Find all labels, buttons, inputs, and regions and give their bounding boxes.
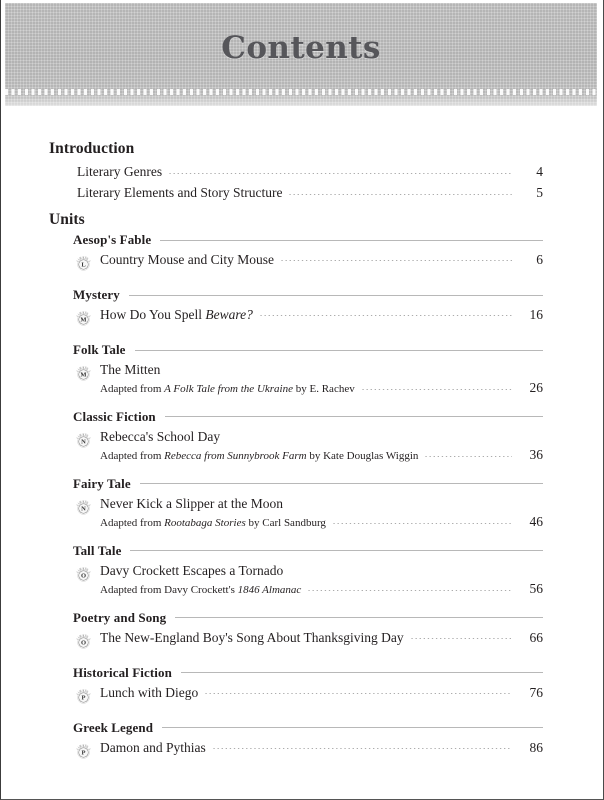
introduction-entry-list <box>49 161 543 203</box>
svg-text:M: M <box>80 316 87 324</box>
unit-entry-title: Davy Crockett Escapes a Tornado <box>100 562 284 578</box>
level-badge-cell <box>73 362 100 384</box>
level-badge-cell <box>73 429 100 451</box>
toc-entry-row[interactable] <box>77 161 543 182</box>
genre-heading <box>73 720 543 736</box>
unit-entry-body <box>100 630 543 646</box>
unit-entry-page-number: 56 <box>529 580 543 596</box>
level-badge-o <box>73 564 94 585</box>
dot-leader <box>307 590 512 591</box>
introduction-heading: Introduction <box>49 140 135 157</box>
unit-entry-subtitle: Adapted from Davy Crockett's 1846 Almanac <box>100 583 302 596</box>
svg-text:LEVEL: LEVEL <box>76 310 91 317</box>
genre-heading <box>73 409 543 425</box>
genre-rule-line <box>160 240 543 241</box>
unit-entry[interactable] <box>73 682 543 707</box>
genre-rule-line <box>140 483 543 484</box>
level-badge-n <box>73 430 94 451</box>
genre-block <box>73 543 543 597</box>
unit-entry-title-row <box>100 685 543 701</box>
unit-entry-subtitle-row <box>100 580 543 597</box>
genre-block <box>73 232 543 274</box>
genre-label: Fairy Tale <box>73 475 131 491</box>
level-badge-n <box>73 497 94 518</box>
genre-heading <box>73 476 543 492</box>
unit-entry-page-number: 26 <box>529 379 543 395</box>
unit-entry-page-number: 6 <box>536 252 543 267</box>
genre-rule-line <box>162 727 543 728</box>
page-header-band <box>5 3 597 106</box>
unit-entry-body <box>100 429 543 463</box>
unit-entry-page-number: 16 <box>529 307 543 322</box>
dot-leader <box>168 173 512 174</box>
unit-entry-body <box>100 252 543 268</box>
svg-text:O: O <box>80 572 87 580</box>
unit-entry-title-row <box>100 252 543 268</box>
unit-entry[interactable] <box>73 560 543 597</box>
level-badge-cell <box>73 740 100 762</box>
unit-entry[interactable] <box>73 737 543 762</box>
svg-text:LEVEL: LEVEL <box>76 255 91 262</box>
svg-text:LEVEL: LEVEL <box>76 565 91 572</box>
svg-text:LEVEL: LEVEL <box>76 365 91 372</box>
dot-leader <box>424 456 512 457</box>
genre-label: Greek Legend <box>73 719 154 735</box>
unit-entry[interactable] <box>73 426 543 463</box>
svg-text:LEVEL: LEVEL <box>76 499 91 505</box>
unit-entry-body <box>100 563 543 597</box>
genre-label: Folk Tale <box>73 342 126 357</box>
unit-entry-body <box>100 362 543 396</box>
toc-entry-title: Literary Genres <box>77 164 163 179</box>
unit-entry[interactable] <box>73 359 543 396</box>
unit-entry[interactable] <box>73 304 543 329</box>
unit-entry-page-number: 66 <box>529 629 543 645</box>
genre-rule-line <box>165 416 543 417</box>
units-section <box>49 211 543 762</box>
units-heading: Units <box>49 211 85 228</box>
unit-entry-title-row <box>100 307 543 323</box>
unit-entry-page-number: 36 <box>529 446 543 462</box>
unit-entry-subtitle-row <box>100 379 543 396</box>
genre-block <box>73 610 543 652</box>
toc-content <box>5 106 597 762</box>
svg-text:L: L <box>81 261 86 269</box>
svg-text:P: P <box>81 694 86 702</box>
unit-entry-subtitle: Adapted from Rebecca from Sunnybrook Farm by Kate Douglas Wiggin <box>100 449 419 462</box>
svg-text:LEVEL: LEVEL <box>76 687 91 694</box>
unit-entry-title-row <box>100 740 543 756</box>
svg-text:LEVEL: LEVEL <box>76 742 91 749</box>
level-badge-cell <box>73 496 100 518</box>
units-genre-list <box>49 232 543 762</box>
genre-label: Poetry and Song <box>73 609 167 625</box>
genre-label: Aesop's Fable <box>73 232 152 247</box>
genre-rule-line <box>130 550 543 551</box>
unit-entry-body <box>100 496 543 530</box>
level-badge-cell <box>73 685 100 707</box>
dot-leader <box>212 748 512 749</box>
genre-block <box>73 342 543 396</box>
unit-entry[interactable] <box>73 249 543 274</box>
level-badge-cell <box>73 630 100 652</box>
unit-entry-subtitle: Adapted from Rootabaga Stories by Carl Sandburg <box>100 516 326 529</box>
genre-heading <box>73 287 543 303</box>
unit-entry-page-number: 76 <box>529 684 543 700</box>
level-badge-l <box>73 253 94 274</box>
genre-rule-line <box>135 350 543 351</box>
svg-text:P: P <box>81 749 86 757</box>
toc-entry-page-number: 5 <box>536 185 543 200</box>
genre-block <box>73 287 543 329</box>
genre-heading <box>73 342 543 358</box>
unit-entry-title: How Do You Spell Beware? <box>100 307 253 322</box>
genre-block <box>73 720 543 762</box>
unit-entry-page-number: 86 <box>529 739 543 755</box>
toc-entry-page-number: 4 <box>536 164 543 179</box>
genre-rule-line <box>181 672 543 673</box>
dot-leader <box>204 693 512 694</box>
toc-entry-title: Literary Elements and Story Structure <box>77 185 283 200</box>
unit-entry-title: Lunch with Diego <box>100 684 199 700</box>
svg-text:LEVEL: LEVEL <box>76 432 91 439</box>
genre-heading <box>73 610 543 626</box>
genre-block <box>73 476 543 530</box>
genre-heading <box>73 665 543 681</box>
unit-entry-title: The Mitten <box>100 362 161 377</box>
genre-label: Tall Tale <box>73 542 122 558</box>
level-badge-p <box>73 686 94 707</box>
svg-text:LEVEL: LEVEL <box>76 632 91 639</box>
unit-entry-body <box>100 740 543 756</box>
unit-entry-subtitle-row <box>100 446 543 463</box>
svg-text:M: M <box>80 371 87 379</box>
introduction-section <box>49 140 543 203</box>
level-badge-m <box>73 308 94 329</box>
unit-entry-page-number: 46 <box>529 513 543 529</box>
header-bottom-shading <box>5 94 597 106</box>
svg-text:N: N <box>81 505 86 513</box>
genre-rule-line <box>175 617 543 618</box>
unit-entry-title: Rebecca's School Day <box>100 428 221 444</box>
level-badge-o <box>73 631 94 652</box>
genre-label: Classic Fiction <box>73 408 156 424</box>
level-badge-p <box>73 741 94 762</box>
dot-leader <box>280 260 512 261</box>
genre-label: Mystery <box>73 287 120 302</box>
unit-entry-body <box>100 685 543 701</box>
svg-text:N: N <box>81 438 86 446</box>
svg-text:O: O <box>80 639 87 647</box>
level-badge-cell <box>73 252 100 274</box>
genre-rule-line <box>129 295 543 296</box>
dot-leader <box>288 194 512 195</box>
unit-entry[interactable] <box>73 627 543 652</box>
unit-entry[interactable] <box>73 493 543 530</box>
unit-entry-body <box>100 307 543 323</box>
unit-entry-title: Country Mouse and City Mouse <box>100 252 274 267</box>
level-badge-cell <box>73 307 100 329</box>
genre-block <box>73 409 543 463</box>
page-title: Contents <box>221 30 381 66</box>
unit-entry-title: Damon and Pythias <box>100 739 206 755</box>
toc-entry-row[interactable] <box>77 182 543 203</box>
unit-entry-subtitle: Adapted from A Folk Tale from the Ukraine by E. Rachev <box>100 382 355 395</box>
unit-entry-title-row <box>100 630 543 646</box>
dot-leader <box>410 638 512 639</box>
genre-heading <box>73 543 543 559</box>
dot-leader <box>361 389 512 390</box>
dot-leader <box>332 523 512 524</box>
unit-entry-title: The New-England Boy's Song About Thanksgiving Day <box>100 629 404 645</box>
dot-leader <box>259 315 512 316</box>
genre-block <box>73 665 543 707</box>
level-badge-cell <box>73 563 100 585</box>
genre-heading <box>73 232 543 248</box>
level-badge-m <box>73 363 94 384</box>
unit-entry-title: Never Kick a Slipper at the Moon <box>100 495 283 511</box>
genre-label: Historical Fiction <box>73 664 172 680</box>
unit-entry-subtitle-row <box>100 513 543 530</box>
